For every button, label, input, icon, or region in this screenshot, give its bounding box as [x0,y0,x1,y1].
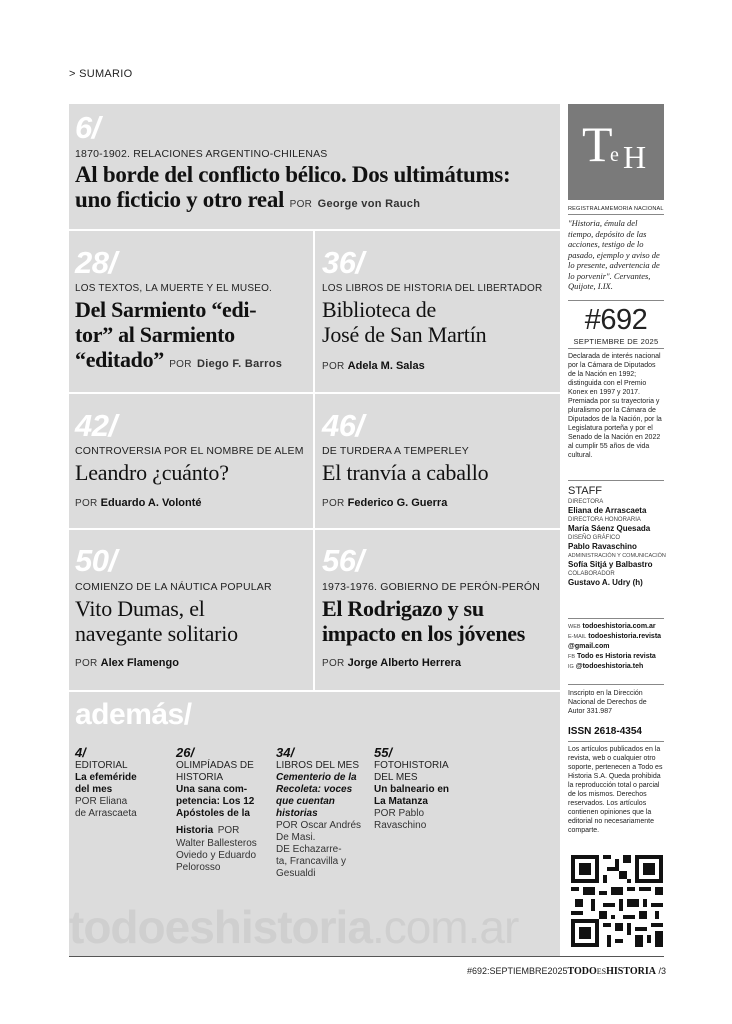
footer-brand [568,966,656,977]
article-kicker: 1973-1976. GOBIERNO DE PERÓN-PERÓN [322,581,541,593]
ademas-title: La Matanza [374,796,428,807]
byline [75,497,202,509]
contact-value: @todoeshistoria.teh [575,663,644,670]
divider [568,618,664,619]
ademas-byline: POR Pablo [374,808,425,819]
staff-role: DISEÑO GRÁFICO [568,535,621,541]
byline [322,657,461,669]
ademas-number: 55/ [374,745,393,760]
ademas-title: Un balneario en [374,784,450,795]
contact-row[interactable] [568,652,664,662]
staff-name: Pablo Ravaschino [568,542,637,551]
title-line [75,347,311,377]
byline-por: POR [322,658,345,669]
title-line: El Rodrigazo y su [322,596,484,621]
ademas-title: La efeméride [75,772,137,783]
divider [568,300,664,301]
article-number: 36/ [322,245,364,280]
staff-role: DIRECTORA [568,499,604,505]
divider [313,229,315,690]
footer-issue: #692:SEPTIEMBRE2025 [466,966,568,976]
logo [568,104,664,200]
ademas-byline: de Arrascaeta [75,808,137,819]
registry-tagline: REGISTRALAMEMORIA NACIONAL [568,206,664,212]
contact-label: E-MAIL [568,634,587,640]
article-title[interactable] [75,596,311,646]
ademas-byline: Walter Ballesteros [176,838,257,849]
ademas-title: que cuentan [276,796,335,807]
logo-e: e [610,144,619,166]
ademas-byline: ta, Francavilla y [276,856,347,867]
article-number: 50/ [75,543,117,578]
article-number: 46/ [322,408,364,443]
bottom-rule [69,956,664,957]
rights-notice: Los artículos publicados en la revista, web o cualquier otro soporte, pertenecen a Todo es Historia S.A. Queda prohibida la reproducción total o parcial de los mismos. Derechos reservados. Los artículos contienen opiniones que la editorial no necesariamente comparte. [568,746,663,834]
contact-label: FB [568,654,576,660]
article-title[interactable] [75,460,311,485]
ademas-kicker: HISTORIA [176,772,224,783]
title-line3: “editado” [75,347,164,372]
ademas-byline: POR Eliana [75,796,128,807]
feature-title-line: Al borde del conflicto bélico. Dos ultimátums: [75,162,511,187]
byline [75,657,179,669]
title-line: Biblioteca de [322,297,437,322]
staff-name: María Sáenz Quesada [568,524,651,533]
divider [69,690,560,692]
article-title[interactable] [322,297,558,347]
ademas-title: historias [276,808,318,819]
byline-por: POR [75,658,98,669]
footer-brand-todo: TODO [567,966,597,977]
footer [448,966,666,977]
divider [568,214,664,215]
ademas-kicker: FOTOHISTORIA [374,760,449,771]
inscription: Inscripto en la Dirección Nacional de Derechos de Autor 331.987 [568,690,647,715]
contact-value: todoeshistoria.com.ar [582,623,656,630]
ademas-item[interactable] [374,745,469,832]
ademas-title: Apóstoles de la [176,808,250,819]
article-kicker: DE TURDERA A TEMPERLEY [322,445,469,457]
ademas-number: 4/ [75,745,86,760]
ademas-title: Cementerio de la [276,772,357,783]
byline-por: POR [169,359,192,370]
byline-por: POR [289,199,313,210]
url-domain: todoeshistoria [69,903,372,951]
ademas-heading: además/ [75,698,192,731]
qr-code[interactable] [571,855,663,947]
ademas-byline: Pelorosso [176,862,221,873]
article-title[interactable] [322,460,558,485]
ademas-kicker: EDITORIAL [75,760,128,771]
feature-kicker: 1870-1902. RELACIONES ARGENTINO-CHILENAS [75,148,328,160]
ademas-kicker: DEL MES [374,772,418,783]
ademas-title-row [176,820,271,838]
website-url[interactable] [69,903,564,951]
url-tld: .com.ar [371,903,519,951]
title-line: navegante solitario [75,621,238,646]
byline-author: Adela M. Salas [347,360,425,372]
contact-row[interactable] [568,632,664,652]
contacts [568,622,664,672]
title-line: tor” al Sarmiento [75,322,235,347]
staff [568,485,664,588]
ademas-item[interactable] [276,745,371,880]
title-line: José de San Martín [322,322,487,347]
logo-T: T [582,116,613,172]
ademas-byline: Gesualdi [276,868,316,879]
ademas-byline: Ravaschino [374,820,427,831]
byline-author: Jorge Alberto Herrera [347,657,461,669]
article-number: 56/ [322,543,364,578]
byline [322,497,447,509]
divider [568,348,664,349]
feature-number: 6/ [75,110,100,145]
staff-name: Gustavo A. Udry (h) [568,578,643,587]
footer-brand-es: ES [596,967,607,976]
byline-author: Alex Flamengo [100,657,179,669]
article-kicker: CONTROVERSIA POR EL NOMBRE DE ALEM [75,445,304,457]
byline-por: POR [322,361,345,372]
qr-code-icon [571,855,663,947]
ademas-item[interactable] [75,745,150,820]
ademas-title: petencia: Los 12 [176,796,255,807]
issue-number: #692 [584,304,648,336]
divider [568,480,664,481]
feature-title[interactable] [75,162,555,217]
staff-name: Sofía Sitjá y Balbastro [568,560,653,569]
title-line: Del Sarmiento “edi- [75,297,257,322]
staff-title: STAFF [568,485,603,497]
feature-title-line2: uno ficticio y otro real [75,187,285,212]
byline [322,360,425,372]
byline-author: George von Rauch [317,198,421,210]
staff-role: COLABORADOR [568,571,615,577]
feature-title-line [75,187,555,217]
title-line: Leandro ¿cuánto? [75,460,229,485]
article-number: 28/ [75,245,117,280]
ademas-byline: De Masi. [276,832,316,843]
ademas-byline: POR Oscar Andrés [276,820,362,831]
divider [568,741,664,742]
declaration: Declarada de interés nacional por la Cámara de Diputados de la Nación en 1992; distinguida con el Premio Konex en 1997 y 2017. Premiada por su trayectoria y pluralismo por la Cámara de Diputados de la Nación, por la Legislatura porteña y por el Senado de la Nación en 2022 al cumplir 55 años de vida cultural. [568,353,662,459]
quote: "Historia, émula del tiempo, depósito de las acciones, testigo de lo pasado, ejemplo y aviso de lo presente, advertencia de lo porvenir". Cervantes, Quijote, I.IX. [568,218,660,291]
article-kicker: LOS LIBROS DE HISTORIA DEL LIBERTADOR [322,283,543,294]
byline-por: POR [322,498,345,509]
contact-label: WEB [568,624,581,630]
ademas-byline: POR [217,825,240,836]
issn: ISSN 2618-4354 [568,726,642,737]
ademas-title: Recoleta: voces [276,784,353,795]
ademas-byline: Oviedo y Eduardo [176,850,257,861]
staff-name: Eliana de Arrascaeta [568,506,647,515]
byline-author: Eduardo A. Volonté [100,497,202,509]
staff-role: DIRECTORA HONORARIA [568,517,641,523]
issue-date: SEPTIEMBRE DE 2025 [573,337,659,346]
ademas-byline: DE Echazarre- [276,844,342,855]
article-kicker: COMIENZO DE LA NÁUTICA POPULAR [75,581,272,593]
ademas-number: 26/ [176,745,195,760]
contact-value: Todo es Historia revista [576,653,656,660]
article-title[interactable] [322,596,558,646]
ademas-number: 34/ [276,745,295,760]
title-line: El tranvía a caballo [322,460,489,485]
article-kicker: LOS TEXTOS, LA MUERTE Y EL MUSEO. [75,283,273,294]
byline-por: POR [75,498,98,509]
logo-H: H [623,139,647,175]
contact-row[interactable] [568,622,664,632]
article-number: 42/ [75,408,117,443]
page-number: /3 [658,966,666,976]
contact-value: todoeshistoria.revista@gmail.com [568,633,662,650]
title-line: Vito Dumas, el [75,596,205,621]
ademas-title: Historia [176,825,214,836]
ademas-kicker: LIBROS DEL MES [276,760,359,771]
article-title[interactable] [75,297,311,377]
footer-brand-historia: HISTORIA [606,966,656,977]
byline-author: Diego F. Barros [196,358,283,370]
ademas-title: Una sana com- [176,784,248,795]
ademas-title: del mes [75,784,113,795]
contact-row[interactable] [568,662,664,672]
staff-role: ADMINISTRACIÓN Y COMUNICACIÓN [568,553,666,559]
section-label: > SUMARIO [69,68,133,80]
ademas-item[interactable] [176,745,271,874]
divider [568,684,664,685]
title-line: impacto en los jóvenes [322,621,525,646]
contact-label: IG [568,664,574,670]
ademas-kicker: OLIMPÍADAS DE [176,760,254,771]
byline-author: Federico G. Guerra [347,497,448,509]
